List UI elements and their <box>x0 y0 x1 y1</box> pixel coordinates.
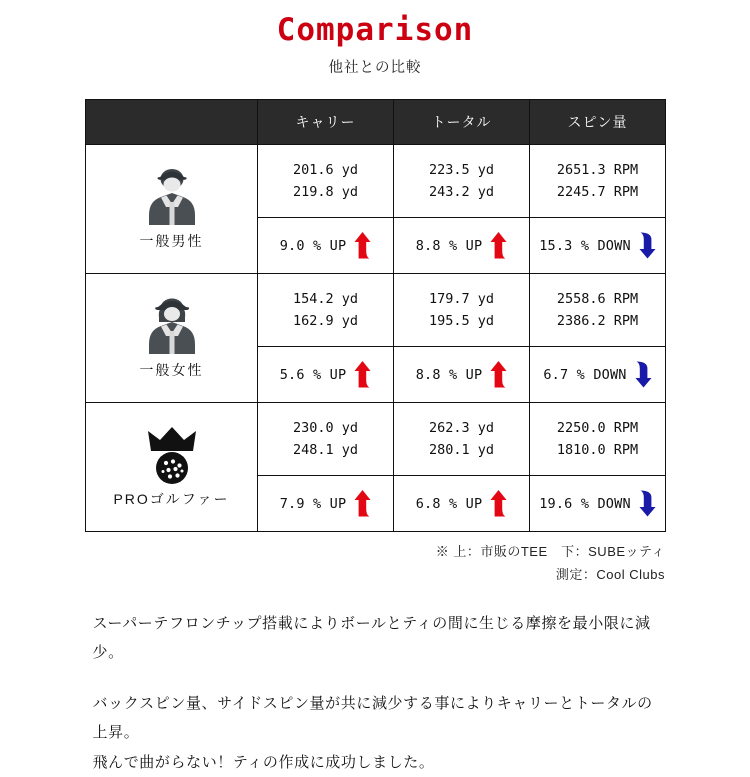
cell-value-top: 154.2 yd <box>292 290 359 307</box>
page-subtitle: 他社との比較 <box>328 60 422 77</box>
cell-total-delta-pro <box>394 476 530 532</box>
delta-text: 15.3 % DOWN <box>539 237 631 254</box>
note-line-1: ※ 上：市販のTEE 下：SUBEッティ <box>435 544 665 560</box>
delta-text: 5.6 % UP <box>279 366 347 383</box>
cell-value-top: 223.5 yd <box>428 161 495 178</box>
arrow-up-icon <box>490 361 507 388</box>
male-golfer-avatar-icon <box>139 167 205 229</box>
arrow-down-icon <box>639 490 656 517</box>
description-paragraph-2 <box>93 689 658 777</box>
description-paragraph-1: スーパーテフロンチップ搭載によりボールとティの間に生じる摩擦を最小限に減少。 <box>92 614 651 661</box>
table-header <box>86 100 666 145</box>
delta-text: 19.6 % DOWN <box>539 495 631 512</box>
cell-value-bottom: 2386.2 RPM <box>556 313 639 330</box>
page-title: Comparison <box>276 12 474 48</box>
cell-carry-female <box>258 274 394 347</box>
cell-spin-male <box>530 145 666 218</box>
row-label-cell-male <box>86 145 258 274</box>
cell-spin-female <box>530 274 666 347</box>
table-notes <box>85 541 665 587</box>
description-text <box>93 609 658 777</box>
table-row <box>86 403 666 476</box>
crowned-golf-ball-icon <box>139 425 205 487</box>
cell-value-bottom: 219.8 yd <box>292 184 359 201</box>
cell-value-top: 201.6 yd <box>292 161 359 178</box>
delta-text: 8.8 % UP <box>415 237 483 254</box>
table-row <box>86 145 666 218</box>
arrow-up-icon <box>354 232 371 259</box>
column-header-total: トータル <box>394 100 530 145</box>
cell-value-bottom: 195.5 yd <box>428 313 495 330</box>
comparison-table <box>85 99 666 532</box>
delta-text: 6.7 % DOWN <box>543 366 627 383</box>
cell-value-bottom: 248.1 yd <box>292 442 359 459</box>
cell-value-top: 230.0 yd <box>292 419 359 436</box>
cell-value-bottom: 243.2 yd <box>428 184 495 201</box>
cell-value-top: 262.3 yd <box>428 419 495 436</box>
female-golfer-avatar-icon <box>139 296 205 358</box>
column-header-carry: キャリー <box>258 100 394 145</box>
delta-text: 7.9 % UP <box>279 495 347 512</box>
arrow-down-icon <box>639 232 656 259</box>
row-label-text: 一般女性 <box>139 362 204 379</box>
cell-total-delta-male <box>394 218 530 274</box>
description-paragraph-2-line-1: バックスピン量、サイドスピン量が共に減少する事によりキャリーとトータルの上昇。 <box>92 695 653 742</box>
cell-value-bottom: 1810.0 RPM <box>556 442 639 459</box>
arrow-up-icon <box>490 232 507 259</box>
arrow-down-icon <box>635 361 652 388</box>
table-body <box>86 145 666 532</box>
cell-spin-pro <box>530 403 666 476</box>
cell-value-top: 2558.6 RPM <box>556 290 639 307</box>
cell-value-top: 2651.3 RPM <box>556 161 639 178</box>
cell-total-female <box>394 274 530 347</box>
column-header-spin: スピン量 <box>530 100 666 145</box>
row-label-cell-pro <box>86 403 258 532</box>
cell-total-male <box>394 145 530 218</box>
cell-value-bottom: 280.1 yd <box>428 442 495 459</box>
cell-value-top: 179.7 yd <box>428 290 495 307</box>
note-line-2: 測定：Cool Clubs <box>555 566 665 582</box>
description-paragraph-2-line-2: 飛んで曲がらない！ティの作成に成功しました。 <box>92 753 435 771</box>
cell-value-bottom: 2245.7 RPM <box>556 184 639 201</box>
row-label-cell-female <box>86 274 258 403</box>
arrow-up-icon <box>490 490 507 517</box>
column-header-blank <box>86 100 258 145</box>
cell-carry-delta-female <box>258 347 394 403</box>
table-header-row <box>86 100 666 145</box>
cell-carry-male <box>258 145 394 218</box>
delta-text: 9.0 % UP <box>279 237 347 254</box>
row-label-text: PROゴルファー <box>113 491 230 508</box>
cell-carry-delta-pro <box>258 476 394 532</box>
table-row <box>86 274 666 347</box>
cell-value-bottom: 162.9 yd <box>292 313 359 330</box>
cell-carry-pro <box>258 403 394 476</box>
cell-value-top: 2250.0 RPM <box>556 419 639 436</box>
delta-text: 8.8 % UP <box>415 366 483 383</box>
delta-text: 6.8 % UP <box>415 495 483 512</box>
arrow-up-icon <box>354 490 371 517</box>
cell-total-delta-female <box>394 347 530 403</box>
cell-spin-delta-pro <box>530 476 666 532</box>
comparison-table-wrapper <box>85 99 665 532</box>
cell-spin-delta-male <box>530 218 666 274</box>
cell-total-pro <box>394 403 530 476</box>
row-label-text: 一般男性 <box>139 233 204 250</box>
cell-carry-delta-male <box>258 218 394 274</box>
arrow-up-icon <box>354 361 371 388</box>
cell-spin-delta-female <box>530 347 666 403</box>
